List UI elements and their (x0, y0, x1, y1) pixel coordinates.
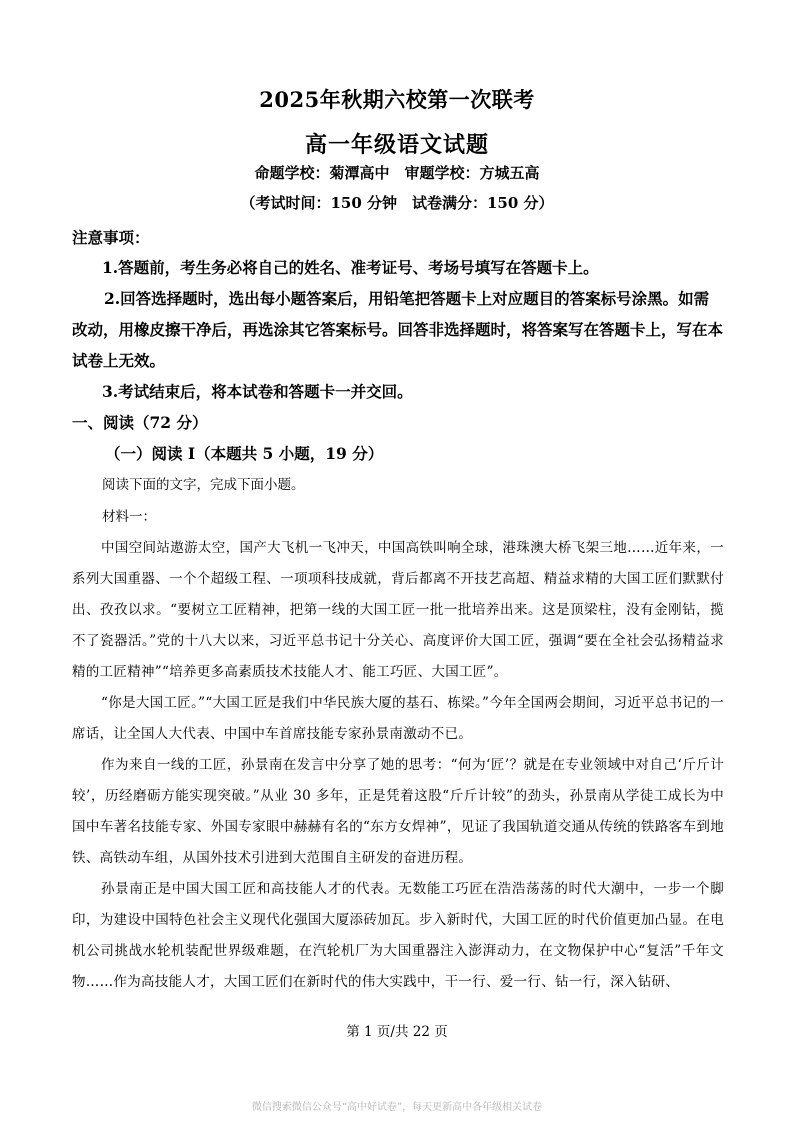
notice-heading: 注意事项： (72, 228, 150, 247)
page-number: 第 1 页/共 22 页 (346, 1024, 448, 1040)
passage-paragraph-1: 中国空间站遨游太空，国产大飞机一飞冲天，中国高铁叫响全球，港珠澳大桥飞架三地……近年来，一系列大国重器、一个个超级工程、一项项科技成就，背后都离不开技艺高超、精益求精的大国工匠们默默付出、孜孜以求。“要树立工匠精神，把第一线的大国工匠一批一批培养出来。这是顶梁柱，没有金刚钻，揽不了瓷器活。”党的十八大以来，习近平总书记十分关心、高度评价大国工匠，强调“要在全社会弘扬精益求精的工匠精神”“培养更多高素质技术技能人才、能工巧匠、大国工匠”。 (72, 540, 724, 680)
notice-item-1: 1.答题前，考生务必将自己的姓名、准考证号、考场号填写在答题卡上。 (102, 258, 599, 277)
passage-paragraph-3: 作为来自一线的工匠，孙景南在发言中分享了她的思考：“何为‘匠’？就是在专业领域中对自己‘斤斤计较’，历经磨砺方能实现突破。”从业 30 多年，正是凭着这股“斤斤计较”的劲头，孙景南从学徒工成长为中国中车著名技能专家、外国专家眼中赫赫有名的“东方女焊神”，见证了我国轨道交通从传统的铁路客车到地铁、高铁动车组，从国外技术引进到大范围自主研发的奋进历程。 (72, 757, 724, 866)
passage-paragraph-2: “你是大国工匠。”“大国工匠是我们中华民族大厦的基石、栋梁。”今年全国两会期间，习近平总书记的一席话，让全国人大代表、中国中车首席技能专家孙景南激动不已。 (72, 695, 724, 742)
watermark-text: 微信搜索微信公众号“高中好试卷”，每天更新高中各年级相关试卷 (251, 1102, 543, 1113)
schools-line: 命题学校：菊潭高中 审题学校：方城五高 (254, 164, 540, 182)
section-title: 一、阅读（72 分） (72, 413, 208, 432)
subsection-title: （一）阅读 I（本题共 5 小题，19 分） (105, 444, 384, 463)
exam-title: 2025年秋期六校第一次联考 (259, 87, 535, 112)
material-label: 材料一： (102, 509, 156, 525)
reading-instruction: 阅读下面的文字，完成下面小题。 (102, 477, 305, 493)
time-score-line: （考试时间：150 分钟 试卷满分：150 分） (240, 194, 554, 212)
notice-item-2: 2.回答选择题时，选出每小题答案后，用铅笔把答题卡上对应题目的答案标号涂黑。如需改动，用橡皮擦干净后，再选涂其它答案标号。回答非选择题时，将答案写在答题卡上，写在本试卷上无效。 (72, 289, 724, 370)
paper-title: 高一年级语文试题 (304, 132, 489, 158)
passage-paragraph-4: 孙景南正是中国大国工匠和高技能人才的代表。无数能工巧匠在浩浩荡荡的时代大潮中，一步一个脚印，为建设中国特色社会主义现代化强国大厦添砖加瓦。步入新时代，大国工匠的时代价值更加凸显。在电机公司挑战水轮机装配世界级难题，在汽轮机厂为大国重器注入澎湃动力，在文物保护中心“复活”千年文物……作为高技能人才，大国工匠们在新时代的伟大实践中，干一行、爱一行、钻一行，深入钻研、 (72, 881, 724, 990)
notice-item-3: 3.考试结束后，将本试卷和答题卡一并交回。 (102, 382, 413, 401)
